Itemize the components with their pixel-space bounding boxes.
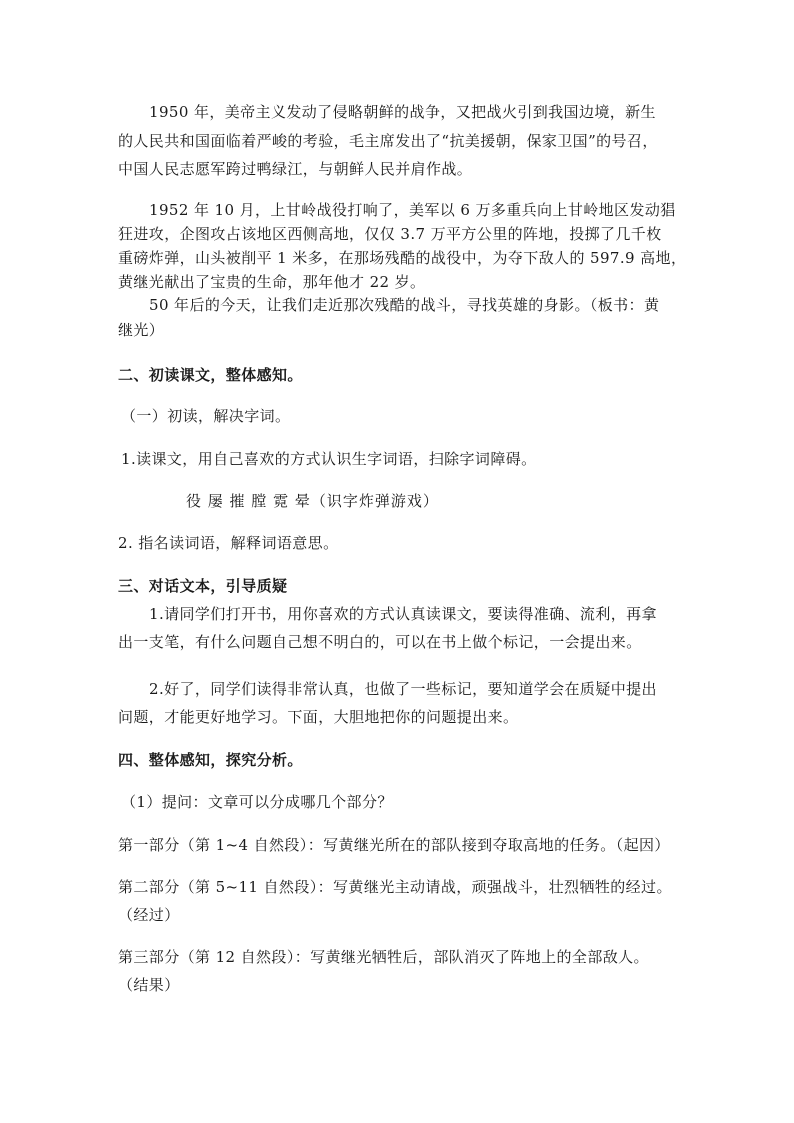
section3-title: 三、对话文本，引导质疑 bbox=[118, 577, 288, 595]
section3-p1-line1: 1.请同学们打开书，用你喜欢的方式认真读课文，要读得准确、流利，再拿 bbox=[149, 605, 657, 623]
section4-part2-line1: 第二部分（第 5~11 自然段）：写黄继光主动请战，顽强战斗，壮烈牺牲的经过。 bbox=[118, 878, 672, 896]
section4-part3-line1: 第三部分（第 12 自然段）：写黄继光牺牲后，部队消灭了阵地上的全部敌人。 bbox=[118, 948, 649, 966]
intro-p1-line1: 1950 年，美帝主义发动了侵略朝鲜的战争，又把战火引到我国边境，新生 bbox=[149, 103, 656, 121]
section2-title: 二、初读课文，整体感知。 bbox=[118, 366, 303, 384]
section2-item2: 2. 指名读词语，解释词语意思。 bbox=[118, 534, 339, 552]
intro-p2-line3: 重磅炸弹，山头被削平 1 米多，在那场残酷的战役中，为夺下敌人的 597.9 高地， bbox=[118, 249, 687, 267]
intro-p2-line4: 黄继光献出了宝贵的生命，那年他才 22 岁。 bbox=[118, 273, 426, 291]
section4-q1: （1）提问：文章可以分成哪几个部分？ bbox=[121, 793, 393, 811]
intro-p1-line2: 的人民共和国面临着严峻的考验，毛主席发出了“抗美援朝，保家卫国”的号召， bbox=[118, 132, 658, 150]
section2-words: 役 屡 摧 膛 霓 晕（识字炸弹游戏） bbox=[186, 492, 439, 510]
section2-sub1: （一）初读，解决字词。 bbox=[121, 407, 291, 425]
intro-p3-line1: 50 年后的今天，让我们走近那次残酷的战斗，寻找英雄的身影。（板书：黄 bbox=[149, 296, 660, 314]
intro-p2-line2: 狂进攻，企图攻占该地区西侧高地，仅仅 3.7 万平方公里的阵地，投掷了几千枚 bbox=[118, 225, 662, 243]
section4-part1: 第一部分（第 1~4 自然段）：写黄继光所在的部队接到夺取高地的任务。（起因） bbox=[118, 836, 670, 854]
intro-p1-line3: 中国人民志愿军跨过鸭绿江，与朝鲜人民并肩作战。 bbox=[118, 160, 473, 178]
intro-p3-line2: 继光） bbox=[118, 321, 165, 339]
intro-p2-line1: 1952 年 10 月，上甘岭战役打响了，美军以 6 万多重兵向上甘岭地区发动猖 bbox=[149, 201, 676, 219]
section4-title: 四、整体感知，探究分析。 bbox=[118, 751, 303, 769]
section4-part2-line2: （经过） bbox=[118, 906, 180, 924]
section3-p2-line1: 2.好了，同学们读得非常认真，也做了一些标记，要知道学会在质疑中提出 bbox=[149, 680, 657, 698]
section3-p2-line2: 问题，才能更好地学习。下面，大胆地把你的问题提出来。 bbox=[118, 708, 519, 726]
section3-p1-line2: 出一支笔，有什么问题自己想不明白的，可以在书上做个标记，一会提出来。 bbox=[118, 633, 642, 651]
section2-item1: 1.读课文，用自己喜欢的方式认识生字词语，扫除字词障碍。 bbox=[121, 450, 537, 468]
section4-part3-line2: （结果） bbox=[118, 976, 180, 994]
